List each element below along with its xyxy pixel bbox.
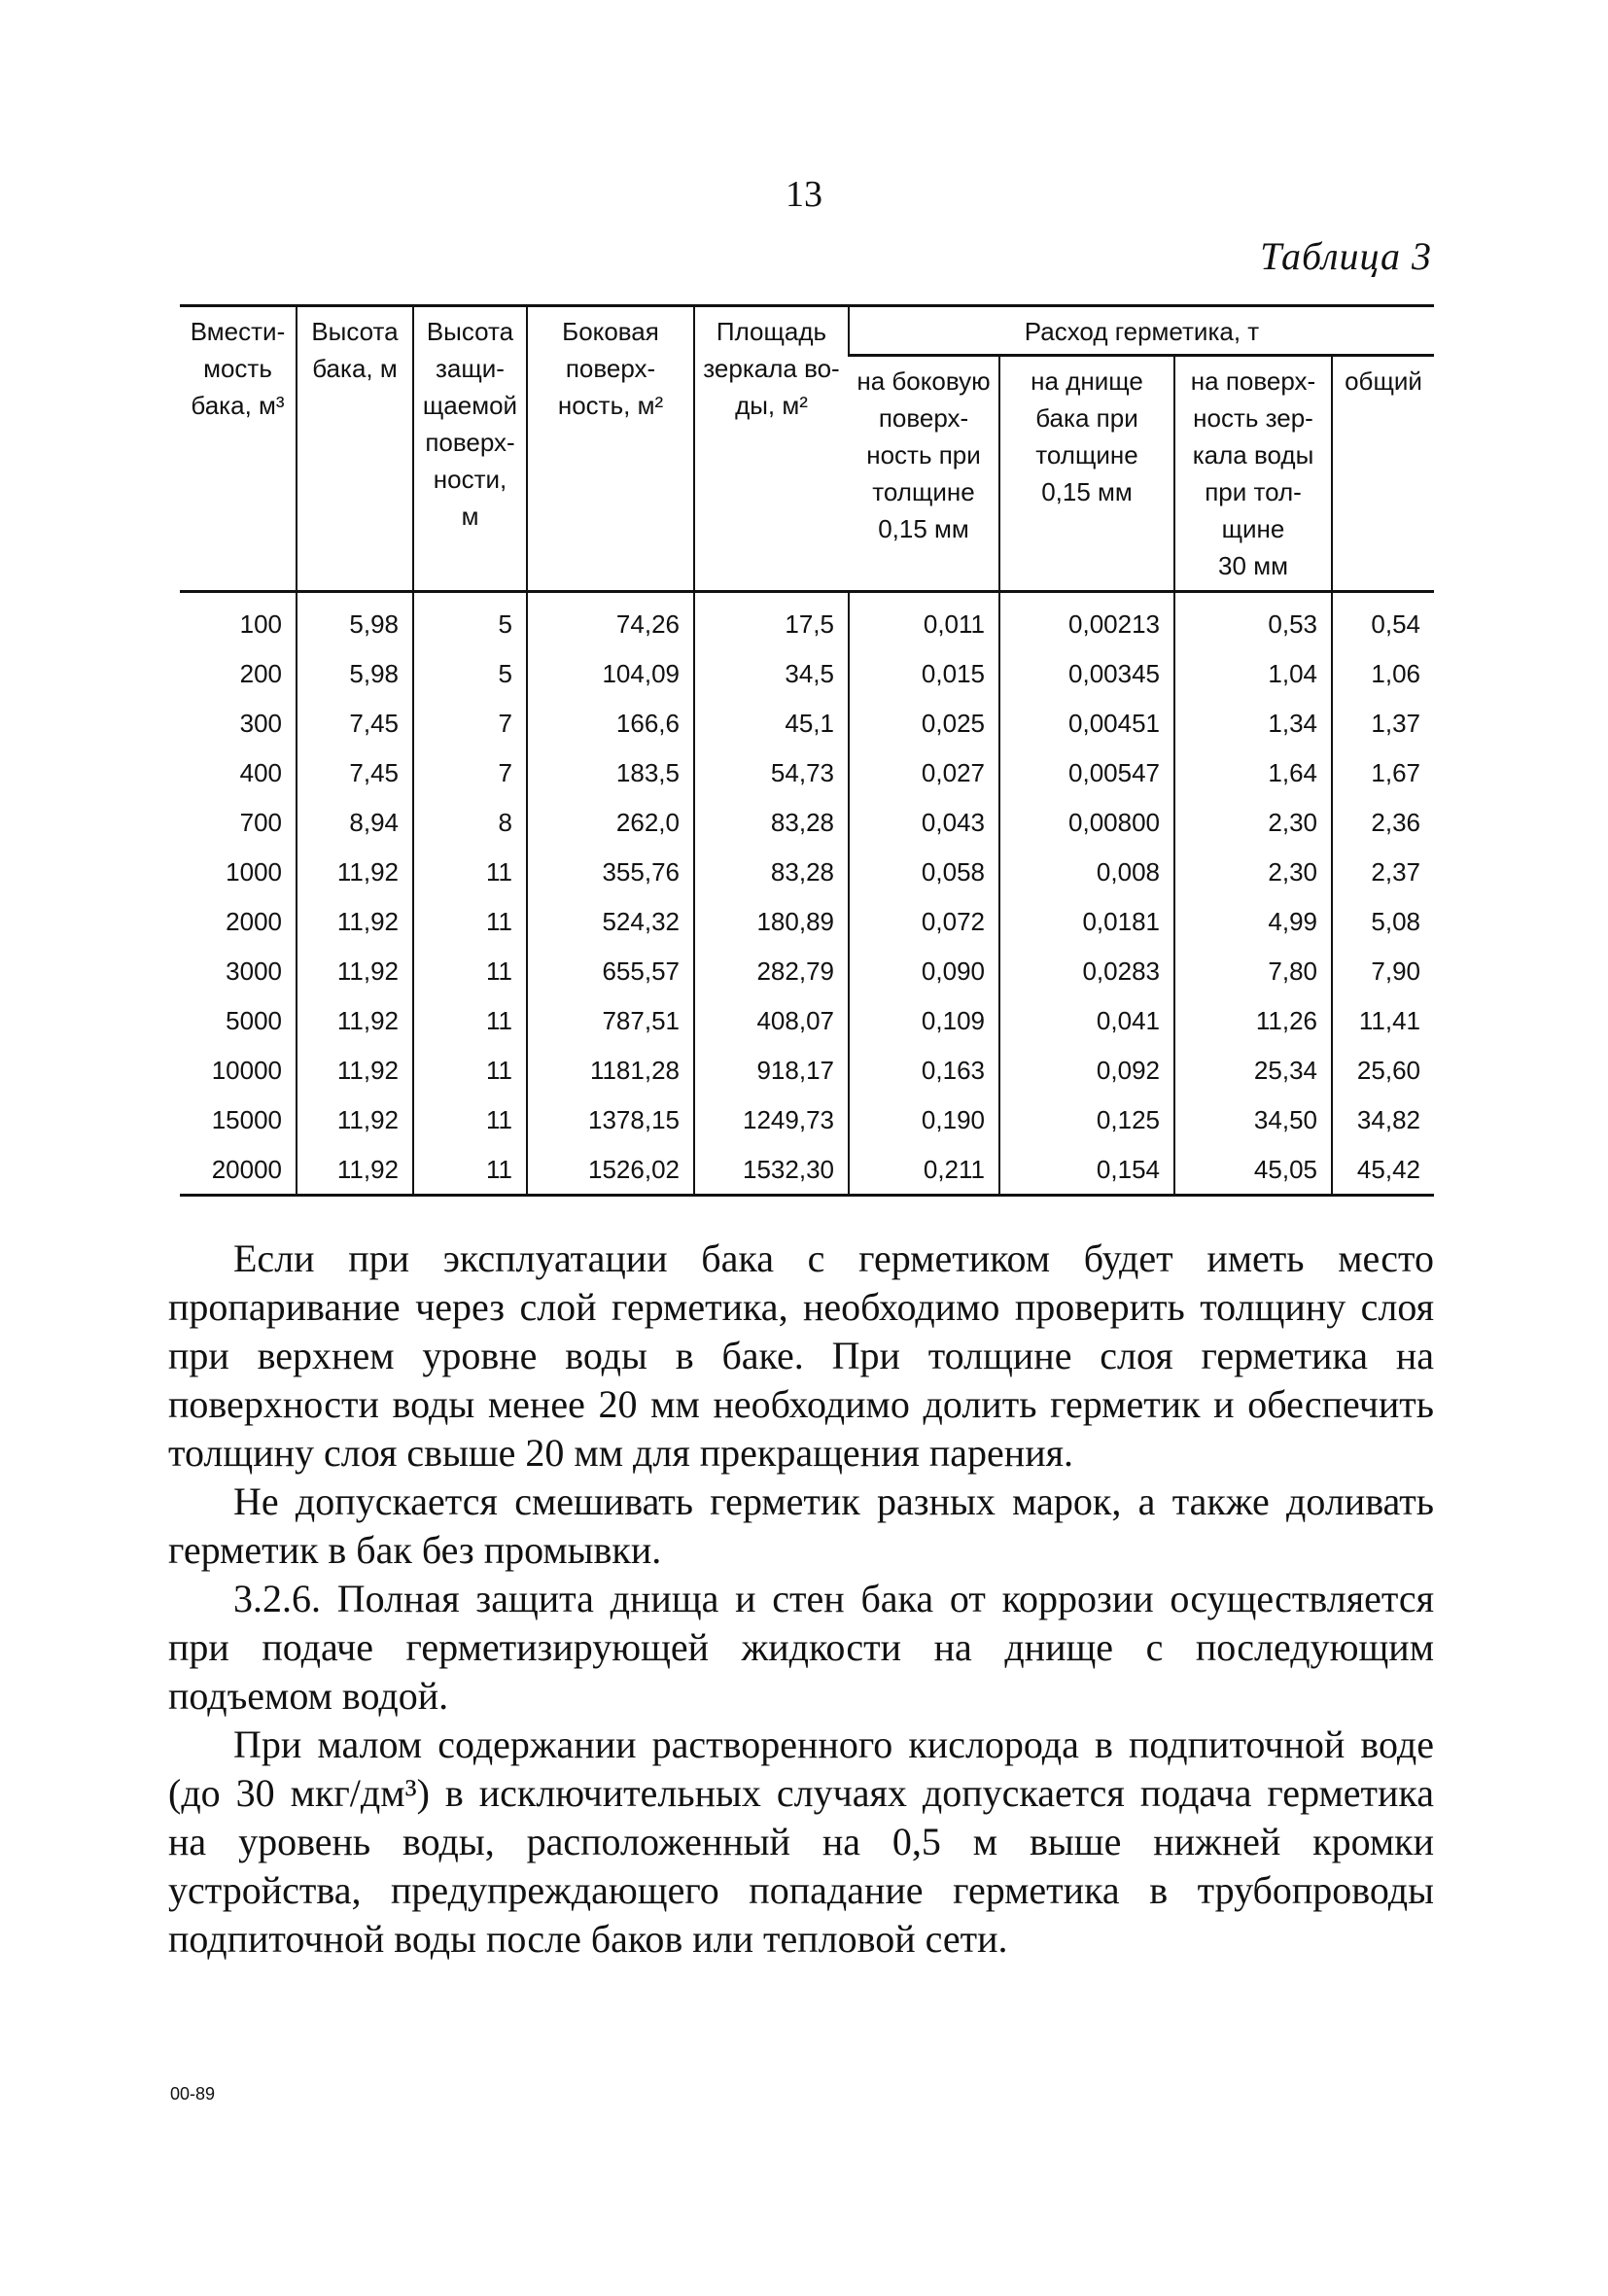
cell-sealant-side: 0,027 — [849, 748, 999, 797]
cell-sealant-side: 0,211 — [849, 1144, 999, 1196]
cell-protected-height: 11 — [413, 1144, 527, 1196]
cell-sealant-total: 1,06 — [1332, 648, 1434, 698]
cell-sealant-mirror: 34,50 — [1174, 1095, 1332, 1144]
table-row — [180, 648, 1434, 698]
cell-protected-height: 11 — [413, 995, 527, 1045]
table-row — [180, 797, 1434, 847]
cell-side-surface: 183,5 — [527, 748, 694, 797]
cell-capacity: 400 — [239, 757, 282, 787]
header-sealant-total: общий — [1332, 356, 1434, 592]
cell-capacity: 20000 — [180, 1144, 297, 1196]
cell-mirror-area: 83,28 — [694, 797, 849, 847]
header-protected-height: Высота защи- щаемой поверх- ности, м — [413, 306, 527, 592]
cell-sealant-total: 25,60 — [1332, 1045, 1434, 1095]
cell-tank-height: 11,92 — [297, 1095, 413, 1144]
table-row — [180, 592, 1434, 649]
header-mirror-area: Площадь зеркала во- ды, м² — [694, 306, 849, 592]
cell-protected-height: 11 — [413, 946, 527, 995]
cell-capacity: 15000 — [211, 1104, 282, 1134]
cell-capacity: 10000 — [211, 1055, 282, 1085]
table-row — [180, 896, 1434, 946]
header-tank-height: Высота бака, м — [297, 306, 413, 592]
cell-sealant-total: 1,37 — [1332, 698, 1434, 748]
cell-sealant-side: 0,072 — [849, 896, 999, 946]
header-sealant-group: Расход герметика, т — [849, 306, 1434, 356]
cell-sealant-bottom: 0,125 — [999, 1095, 1174, 1144]
header-sealant-side: на боковую поверх- ность при толщине 0,15 мм — [849, 356, 999, 592]
cell-protected-height: 5 — [413, 648, 527, 698]
cell-sealant-bottom: 0,00800 — [999, 797, 1174, 847]
cell-sealant-bottom: 0,041 — [999, 995, 1174, 1045]
paragraph: Не допускается смешивать герметик разных марок, а также доливать герметик в бак без промывки. — [168, 1479, 1434, 1572]
cell-side-surface: 787,51 — [527, 995, 694, 1045]
cell-tank-height: 5,98 — [297, 592, 413, 649]
cell-tank-height: 7,45 — [297, 748, 413, 797]
cell-sealant-total: 7,90 — [1332, 946, 1434, 995]
cell-mirror-area: 1249,73 — [694, 1095, 849, 1144]
cell-protected-height: 5 — [413, 592, 527, 649]
cell-protected-height: 11 — [413, 1095, 527, 1144]
cell-side-surface: 74,26 — [527, 592, 694, 649]
cell-protected-height: 11 — [413, 1045, 527, 1095]
cell-sealant-bottom: 0,00547 — [999, 748, 1174, 797]
cell-capacity: 300 — [239, 708, 282, 738]
cell-sealant-total: 45,42 — [1332, 1144, 1434, 1196]
cell-capacity: 700 — [239, 807, 282, 837]
table-header — [180, 306, 1434, 592]
cell-sealant-mirror: 11,26 — [1174, 995, 1332, 1045]
page-number: 13 — [786, 174, 822, 215]
paragraph: Если при эксплуатации бака с герметиком будет иметь место пропаривание через слой герметика, необходимо проверить толщину слоя при верхнем уровне воды в баке. При толщине слоя герметика на поверхности воды менее 20 мм необходимо долить герметик и обеспечить толщину слоя свыше 20 мм для прекращения парения. — [168, 1236, 1434, 1475]
cell-sealant-mirror: 1,34 — [1174, 698, 1332, 748]
cell-sealant-bottom: 0,092 — [999, 1045, 1174, 1095]
cell-sealant-bottom: 0,154 — [999, 1144, 1174, 1196]
cell-capacity: 5000 — [226, 1005, 282, 1035]
cell-mirror-area: 83,28 — [694, 847, 849, 896]
cell-sealant-side: 0,190 — [849, 1095, 999, 1144]
cell-sealant-total: 5,08 — [1332, 896, 1434, 946]
cell-capacity: 2000 — [226, 906, 282, 936]
cell-capacity: 1000 — [226, 856, 282, 887]
cell-sealant-total: 0,54 — [1332, 592, 1434, 649]
table-row — [180, 946, 1434, 995]
cell-mirror-area: 918,17 — [694, 1045, 849, 1095]
cell-sealant-side: 0,109 — [849, 995, 999, 1045]
cell-sealant-mirror: 45,05 — [1174, 1144, 1332, 1196]
cell-sealant-side: 0,163 — [849, 1045, 999, 1095]
cell-sealant-bottom: 0,0181 — [999, 896, 1174, 946]
cell-mirror-area: 282,79 — [694, 946, 849, 995]
cell-sealant-side: 0,090 — [849, 946, 999, 995]
cell-side-surface: 655,57 — [527, 946, 694, 995]
cell-tank-height: 11,92 — [297, 896, 413, 946]
cell-protected-height: 7 — [413, 698, 527, 748]
cell-sealant-total: 1,67 — [1332, 748, 1434, 797]
table-row — [180, 995, 1434, 1045]
cell-sealant-mirror: 1,04 — [1174, 648, 1332, 698]
cell-sealant-mirror: 2,30 — [1174, 797, 1332, 847]
cell-protected-height: 11 — [413, 847, 527, 896]
cell-tank-height: 5,98 — [297, 648, 413, 698]
cell-tank-height: 7,45 — [297, 698, 413, 748]
sealant-consumption-table — [180, 304, 1434, 1197]
cell-sealant-total: 2,36 — [1332, 797, 1434, 847]
cell-side-surface: 166,6 — [527, 698, 694, 748]
table-caption: Таблица 3 — [1260, 234, 1432, 278]
cell-protected-height: 11 — [413, 896, 527, 946]
cell-sealant-mirror: 25,34 — [1174, 1045, 1332, 1095]
cell-sealant-mirror: 7,80 — [1174, 946, 1332, 995]
cell-side-surface: 1181,28 — [527, 1045, 694, 1095]
cell-side-surface: 104,09 — [527, 648, 694, 698]
cell-sealant-bottom: 0,00451 — [999, 698, 1174, 748]
header-sealant-mirror: на поверх- ность зер- кала воды при тол- щине 30 мм — [1174, 356, 1332, 592]
cell-sealant-mirror: 2,30 — [1174, 847, 1332, 896]
cell-tank-height: 8,94 — [297, 797, 413, 847]
cell-sealant-side: 0,011 — [849, 592, 999, 649]
header-side-surface: Боковая поверх- ность, м² — [527, 306, 694, 592]
cell-sealant-side: 0,058 — [849, 847, 999, 896]
cell-sealant-mirror: 1,64 — [1174, 748, 1332, 797]
paragraph: 3.2.6. Полная защита днища и стен бака от коррозии осуществляется при подаче герметизирующей жидкости на днище с последующим подъемом водой. — [168, 1577, 1434, 1718]
cell-mirror-area: 17,5 — [694, 592, 849, 649]
cell-sealant-bottom: 0,00213 — [999, 592, 1174, 649]
cell-sealant-mirror: 4,99 — [1174, 896, 1332, 946]
cell-tank-height: 11,92 — [297, 1144, 413, 1196]
cell-sealant-side: 0,015 — [849, 648, 999, 698]
cell-sealant-bottom: 0,008 — [999, 847, 1174, 896]
cell-sealant-total: 34,82 — [1332, 1095, 1434, 1144]
cell-tank-height: 11,92 — [297, 847, 413, 896]
table-row — [180, 748, 1434, 797]
cell-side-surface: 262,0 — [527, 797, 694, 847]
paragraph: При малом содержании растворенного кислорода в подпиточной воде (до 30 мкг/дм³) в исключительных случаях допускается подача герметика на уровень воды, расположенный на 0,5 м выше нижней кромки устройства, предупреждающего попадание герметика в трубопроводы подпиточной воды после баков или тепловой сети. — [168, 1722, 1434, 1961]
cell-sealant-total: 2,37 — [1332, 847, 1434, 896]
table-row — [180, 1045, 1434, 1095]
table-body — [180, 592, 1434, 1196]
cell-side-surface: 355,76 — [527, 847, 694, 896]
cell-mirror-area: 45,1 — [694, 698, 849, 748]
cell-mirror-area: 408,07 — [694, 995, 849, 1045]
footer-code: 00-89 — [170, 2084, 216, 2104]
cell-mirror-area: 180,89 — [694, 896, 849, 946]
cell-mirror-area: 34,5 — [694, 648, 849, 698]
cell-side-surface: 1526,02 — [527, 1144, 694, 1196]
cell-protected-height: 7 — [413, 748, 527, 797]
cell-capacity: 100 — [239, 609, 282, 639]
header-capacity: Вмести- мость бака, м³ — [180, 306, 297, 592]
cell-sealant-side: 0,043 — [849, 797, 999, 847]
table-row — [180, 1144, 1434, 1196]
table-row — [180, 698, 1434, 748]
cell-tank-height: 11,92 — [297, 995, 413, 1045]
cell-sealant-side: 0,025 — [849, 698, 999, 748]
cell-sealant-bottom: 0,00345 — [999, 648, 1174, 698]
cell-side-surface: 524,32 — [527, 896, 694, 946]
cell-sealant-total: 11,41 — [1332, 995, 1434, 1045]
cell-capacity: 3000 — [226, 956, 282, 986]
cell-tank-height: 11,92 — [297, 946, 413, 995]
cell-mirror-area: 1532,30 — [694, 1144, 849, 1196]
table-row — [180, 1095, 1434, 1144]
cell-mirror-area: 54,73 — [694, 748, 849, 797]
cell-capacity: 200 — [239, 658, 282, 688]
body-text — [168, 1235, 1434, 1964]
cell-sealant-bottom: 0,0283 — [999, 946, 1174, 995]
header-sealant-bottom: на днище бака при толщине 0,15 мм — [999, 356, 1174, 592]
cell-side-surface: 1378,15 — [527, 1095, 694, 1144]
cell-tank-height: 11,92 — [297, 1045, 413, 1095]
table-row — [180, 847, 1434, 896]
cell-protected-height: 8 — [413, 797, 527, 847]
cell-sealant-mirror: 0,53 — [1174, 592, 1332, 649]
